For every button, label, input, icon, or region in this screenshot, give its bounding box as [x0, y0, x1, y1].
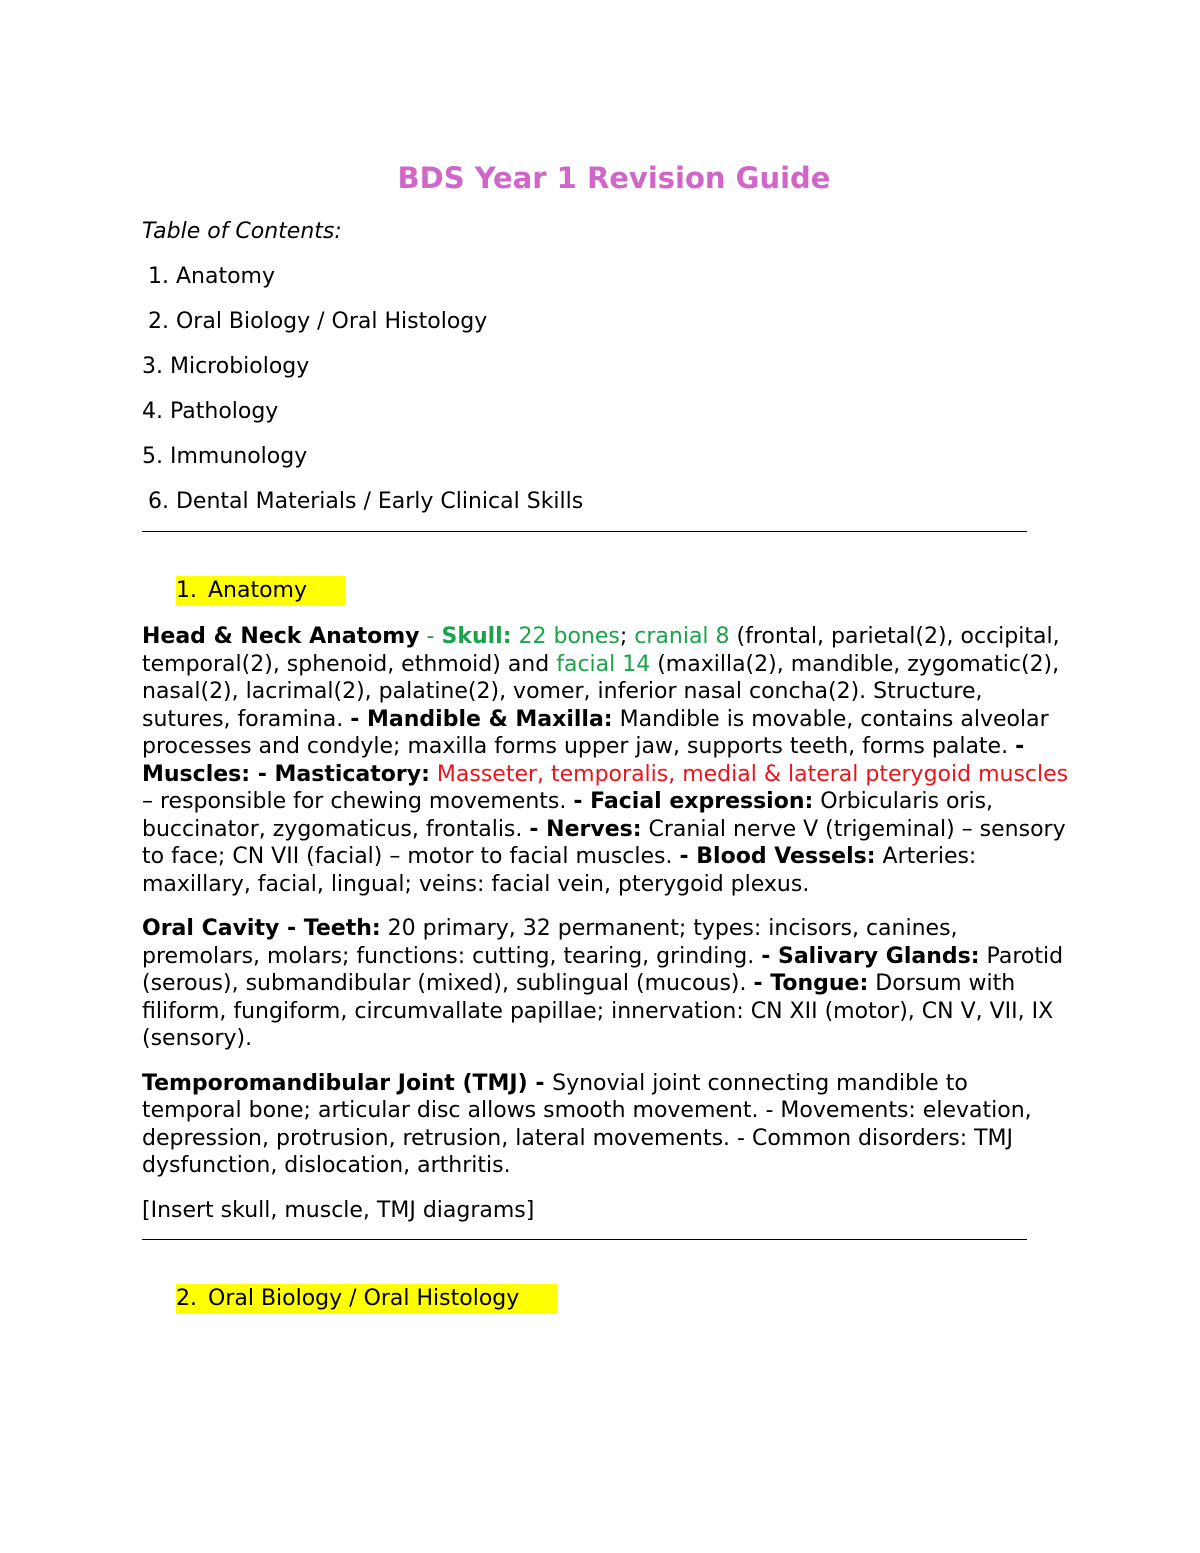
text-run: Head & Neck Anatomy	[142, 624, 420, 649]
toc-item: 5. Immunology	[142, 444, 308, 469]
text-run: Oral Cavity - Teeth:	[142, 916, 381, 941]
section-label: Anatomy	[208, 578, 308, 603]
toc-item: 6. Dental Materials / Early Clinical Skills	[148, 489, 584, 514]
text-run: - Nerves:	[529, 816, 642, 842]
text-run: – responsible for chewing movements.	[142, 789, 574, 814]
text-run: Dorsum with filiform, fungiform, circumvallate papillae; innervation: CN XII (motor), CN V, VII, IX (sensory).	[142, 971, 1054, 1051]
paragraph-tmj	[142, 1070, 1072, 1180]
horizontal-rule	[142, 1239, 1027, 1240]
text-run: Cranial nerve V (trigeminal) – sensory to face; CN VII (facial) – motor to facial muscles.	[142, 816, 1066, 869]
toc-item: 1. Anatomy	[148, 264, 275, 289]
text-run: - Salivary Glands:	[761, 943, 980, 969]
text-run: Parotid (serous), submandibular (mixed), sublingual (mucous).	[142, 943, 1064, 996]
text-run: ;	[619, 624, 635, 649]
text-run: Temporomandibular Joint (TMJ)	[142, 1070, 528, 1096]
text-run: - Facial expression:	[573, 789, 814, 814]
section-heading-anatomy	[142, 576, 1072, 606]
document-title: BDS Year 1 Revision Guide	[397, 161, 831, 195]
text-run: Masseter, temporalis, medial & lateral pterygoid muscles	[436, 761, 1069, 787]
text-run: - Muscles: - Masticatory:	[142, 734, 1025, 787]
text-run: cranial 8	[634, 624, 730, 649]
text-run: Synovial joint connecting mandible to temporal bone; articular disc allows smooth movement. - Movements: elevation, depression, protrusion, retrusion, lateral movements. - Common disorders: TMJ dysfunction, dislocation, arthritis.	[142, 1070, 1032, 1178]
text-run: -	[527, 1070, 553, 1096]
text-run: - Tongue:	[753, 971, 869, 996]
horizontal-rule	[142, 531, 1027, 532]
text-run: Mandible is movable, contains alveolar processes and condyle; maxilla forms upper jaw, supports teeth, forms palate.	[142, 706, 1049, 759]
text-run: Skull:	[441, 624, 512, 649]
text-run: (maxilla(2), mandible, zygomatic(2), nasal(2), lacrimal(2), palatine(2), vomer, inferior nasal concha(2). Structure, sutures, foramina.	[142, 651, 1060, 732]
paragraph-oral-cavity	[142, 915, 1072, 1053]
text-run: - Mandible & Maxilla:	[350, 706, 613, 732]
diagram-placeholder-note: [Insert skull, muscle, TMJ diagrams]	[142, 1197, 535, 1223]
text-run: 22 bones	[511, 624, 620, 649]
text-run: Orbicularis oris, buccinator, zygomaticus, frontalis.	[142, 789, 994, 842]
text-run: - Blood Vessels:	[679, 844, 876, 869]
highlight	[176, 576, 345, 606]
section-number: 2.	[176, 1286, 197, 1311]
toc-item: 4. Pathology	[142, 399, 279, 424]
section-label: Oral Biology / Oral Histology	[208, 1286, 520, 1311]
toc-heading: Table of Contents:	[142, 219, 342, 244]
text-run	[430, 762, 437, 787]
section-heading-oral-biology	[142, 1284, 1072, 1314]
document-page	[142, 150, 1072, 1314]
paragraph-head-neck-anatomy	[142, 623, 1072, 898]
text-run: facial 14	[556, 651, 651, 677]
section-number: 1.	[176, 578, 197, 603]
text-run: -	[419, 624, 442, 649]
toc-item: 3. Microbiology	[142, 354, 310, 379]
highlight	[176, 1284, 557, 1314]
text-run: (frontal, parietal(2), occipital, temporal(2), sphenoid, ethmoid) and	[142, 624, 1060, 677]
text-run: 20 primary, 32 permanent; types: incisors, canines, premolars, molars; functions: cutting, tearing, grinding.	[142, 916, 958, 969]
text-run: Arteries: maxillary, facial, lingual; veins: facial vein, pterygoid plexus.	[142, 844, 977, 897]
toc-item: 2. Oral Biology / Oral Histology	[148, 309, 488, 334]
